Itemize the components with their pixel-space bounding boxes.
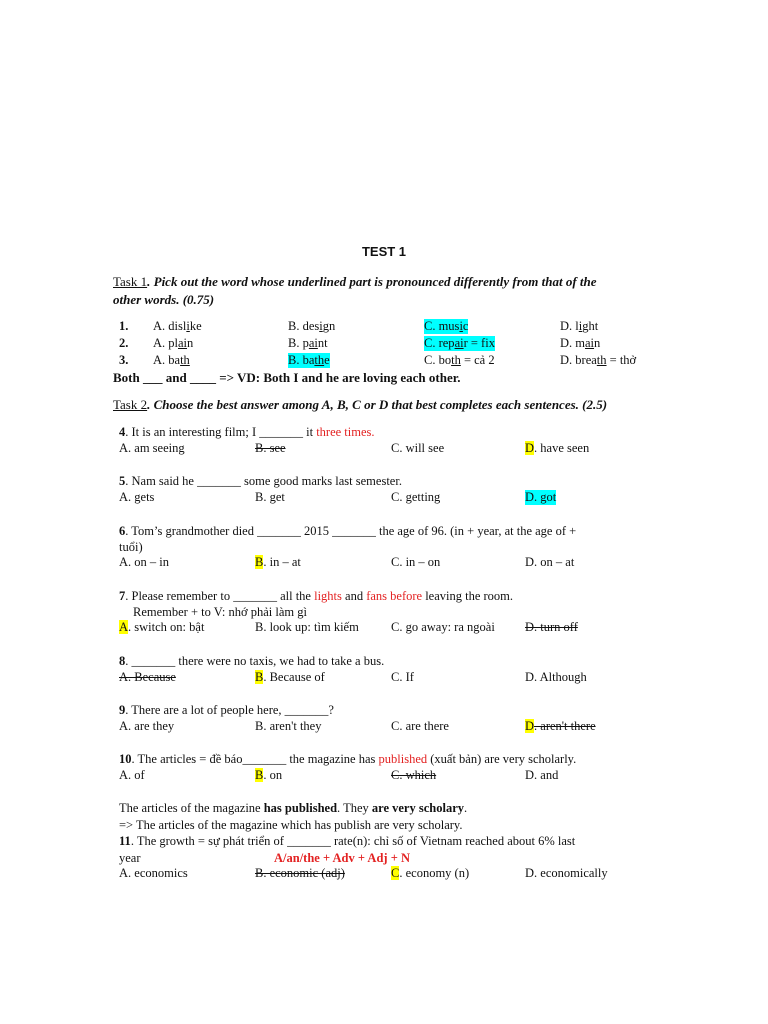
question-9-options <box>119 719 719 735</box>
question-6: 6. Tom’s grandmother died _______ 2015 _______ the age of 96. (in + year, at the age of + <box>119 524 577 538</box>
task2-heading <box>113 396 607 413</box>
option-b: B. get <box>255 490 285 504</box>
option-d: D. breath = thở <box>560 353 637 367</box>
option-c: C. both = cả 2 <box>424 353 495 367</box>
option-b: B. aren't they <box>255 719 322 733</box>
question-4: 4. It is an interesting film; I _______ it three times. <box>119 425 375 439</box>
question-10: 10. The articles = đề báo_______ the magazine has published (xuất bản) are very scholarly. <box>119 752 577 766</box>
question-10-options <box>119 768 719 784</box>
option-b-answer: B. Because of <box>255 670 325 684</box>
question-11-options <box>119 866 719 882</box>
option-c: C. getting <box>391 490 441 504</box>
note-sentence: The articles of the magazine has published. They are very scholary. <box>119 801 468 815</box>
option-a: A. am seeing <box>119 441 185 455</box>
option-c-answer: C. economy (n) <box>391 866 470 880</box>
option-c: C. are there <box>391 719 449 733</box>
option-d: D. light <box>560 319 599 333</box>
option-b-answer: B. on <box>255 768 283 782</box>
question-5-options <box>119 490 719 506</box>
option-c: C. will see <box>391 441 445 455</box>
option-d: D. and <box>525 768 559 782</box>
task1-row-1 <box>119 319 739 335</box>
task1-instruction: . Pick out the word whose underlined part is pronounced differently from that of the <box>147 274 597 289</box>
option-a: A. plain <box>153 336 194 350</box>
option-a: A. of <box>119 768 145 782</box>
option-d-crossed: D. turn off <box>525 620 578 634</box>
question-9: 9. There are a lot of people here, _______? <box>119 703 334 717</box>
option-a-crossed: A. Because <box>119 670 176 684</box>
question-7-options <box>119 620 719 636</box>
question-4-options <box>119 441 719 457</box>
option-b: B. look up: tìm kiếm <box>255 620 359 634</box>
task2-label: Task 2 <box>113 397 148 412</box>
option-d-answer: D. got <box>525 490 557 504</box>
task1-note: Both ___ and ____ => VD: Both I and he are loving each other. <box>113 370 461 385</box>
option-a: A. are they <box>119 719 175 733</box>
option-a: A. economics <box>119 866 188 880</box>
option-c: C. in – on <box>391 555 441 569</box>
row-number: 1. <box>119 319 129 333</box>
option-a: A. dislike <box>153 319 202 333</box>
option-b: B. paint <box>288 336 328 350</box>
option-b-crossed: B. see <box>255 441 286 455</box>
question-6-options <box>119 555 719 571</box>
option-d: D. economically <box>525 866 608 880</box>
question-11-line2: year <box>119 851 141 865</box>
option-d: D. Although <box>525 670 587 684</box>
task1-row-3 <box>119 353 739 369</box>
task1-row-2 <box>119 336 739 352</box>
option-d-answer: D. have seen <box>525 441 590 455</box>
option-c-highlighted: C. music <box>424 319 469 333</box>
option-a: A. bath <box>153 353 190 367</box>
task2-instruction: . Choose the best answer among A, B, C or D that best completes each sentences. (2.5) <box>147 397 608 412</box>
question-7: 7. Please remember to _______ all the lights and fans before leaving the room. <box>119 589 514 603</box>
option-c: C. If <box>391 670 414 684</box>
option-c-crossed: C. which <box>391 768 437 782</box>
question-8-options <box>119 670 719 686</box>
note-rewrite: => The articles of the magazine which has publish are very scholary. <box>119 818 463 832</box>
question-6-line2: tuổi) <box>119 540 143 554</box>
grammar-formula: A/an/the + Adv + Adj + N <box>274 851 410 865</box>
option-c: C. go away: ra ngoài <box>391 620 495 634</box>
option-d: D. main <box>560 336 601 350</box>
option-d: D. on – at <box>525 555 575 569</box>
option-b: B. design <box>288 319 336 333</box>
option-b-answer: B. in – at <box>255 555 301 569</box>
task1-instruction-line2: other words. (0.75) <box>113 292 215 307</box>
question-5: 5. Nam said he _______ some good marks last semester. <box>119 474 402 488</box>
question-11: 11. The growth = sự phát triển of _______ rate(n): chỉ số of Vietnam reached about 6% last <box>119 834 576 848</box>
option-c-highlighted: C. repair = fix <box>424 336 495 350</box>
option-b-crossed: B. economic (adj) <box>255 866 345 880</box>
task1-heading <box>113 273 597 290</box>
task1-label: Task 1 <box>113 274 148 289</box>
option-a: A. gets <box>119 490 155 504</box>
row-number: 2. <box>119 336 129 350</box>
question-8: 8. _______ there were no taxis, we had to take a bus. <box>119 654 385 668</box>
question-7-note: Remember + to V: nhớ phải làm gì <box>133 605 307 619</box>
option-d-answer: D. aren't there <box>525 719 596 733</box>
row-number: 3. <box>119 353 129 367</box>
option-a: A. on – in <box>119 555 169 569</box>
option-b-highlighted: B. bathe <box>288 353 330 367</box>
test-title: TEST 1 <box>361 244 407 259</box>
option-a-answer: A. switch on: bật <box>119 620 205 634</box>
